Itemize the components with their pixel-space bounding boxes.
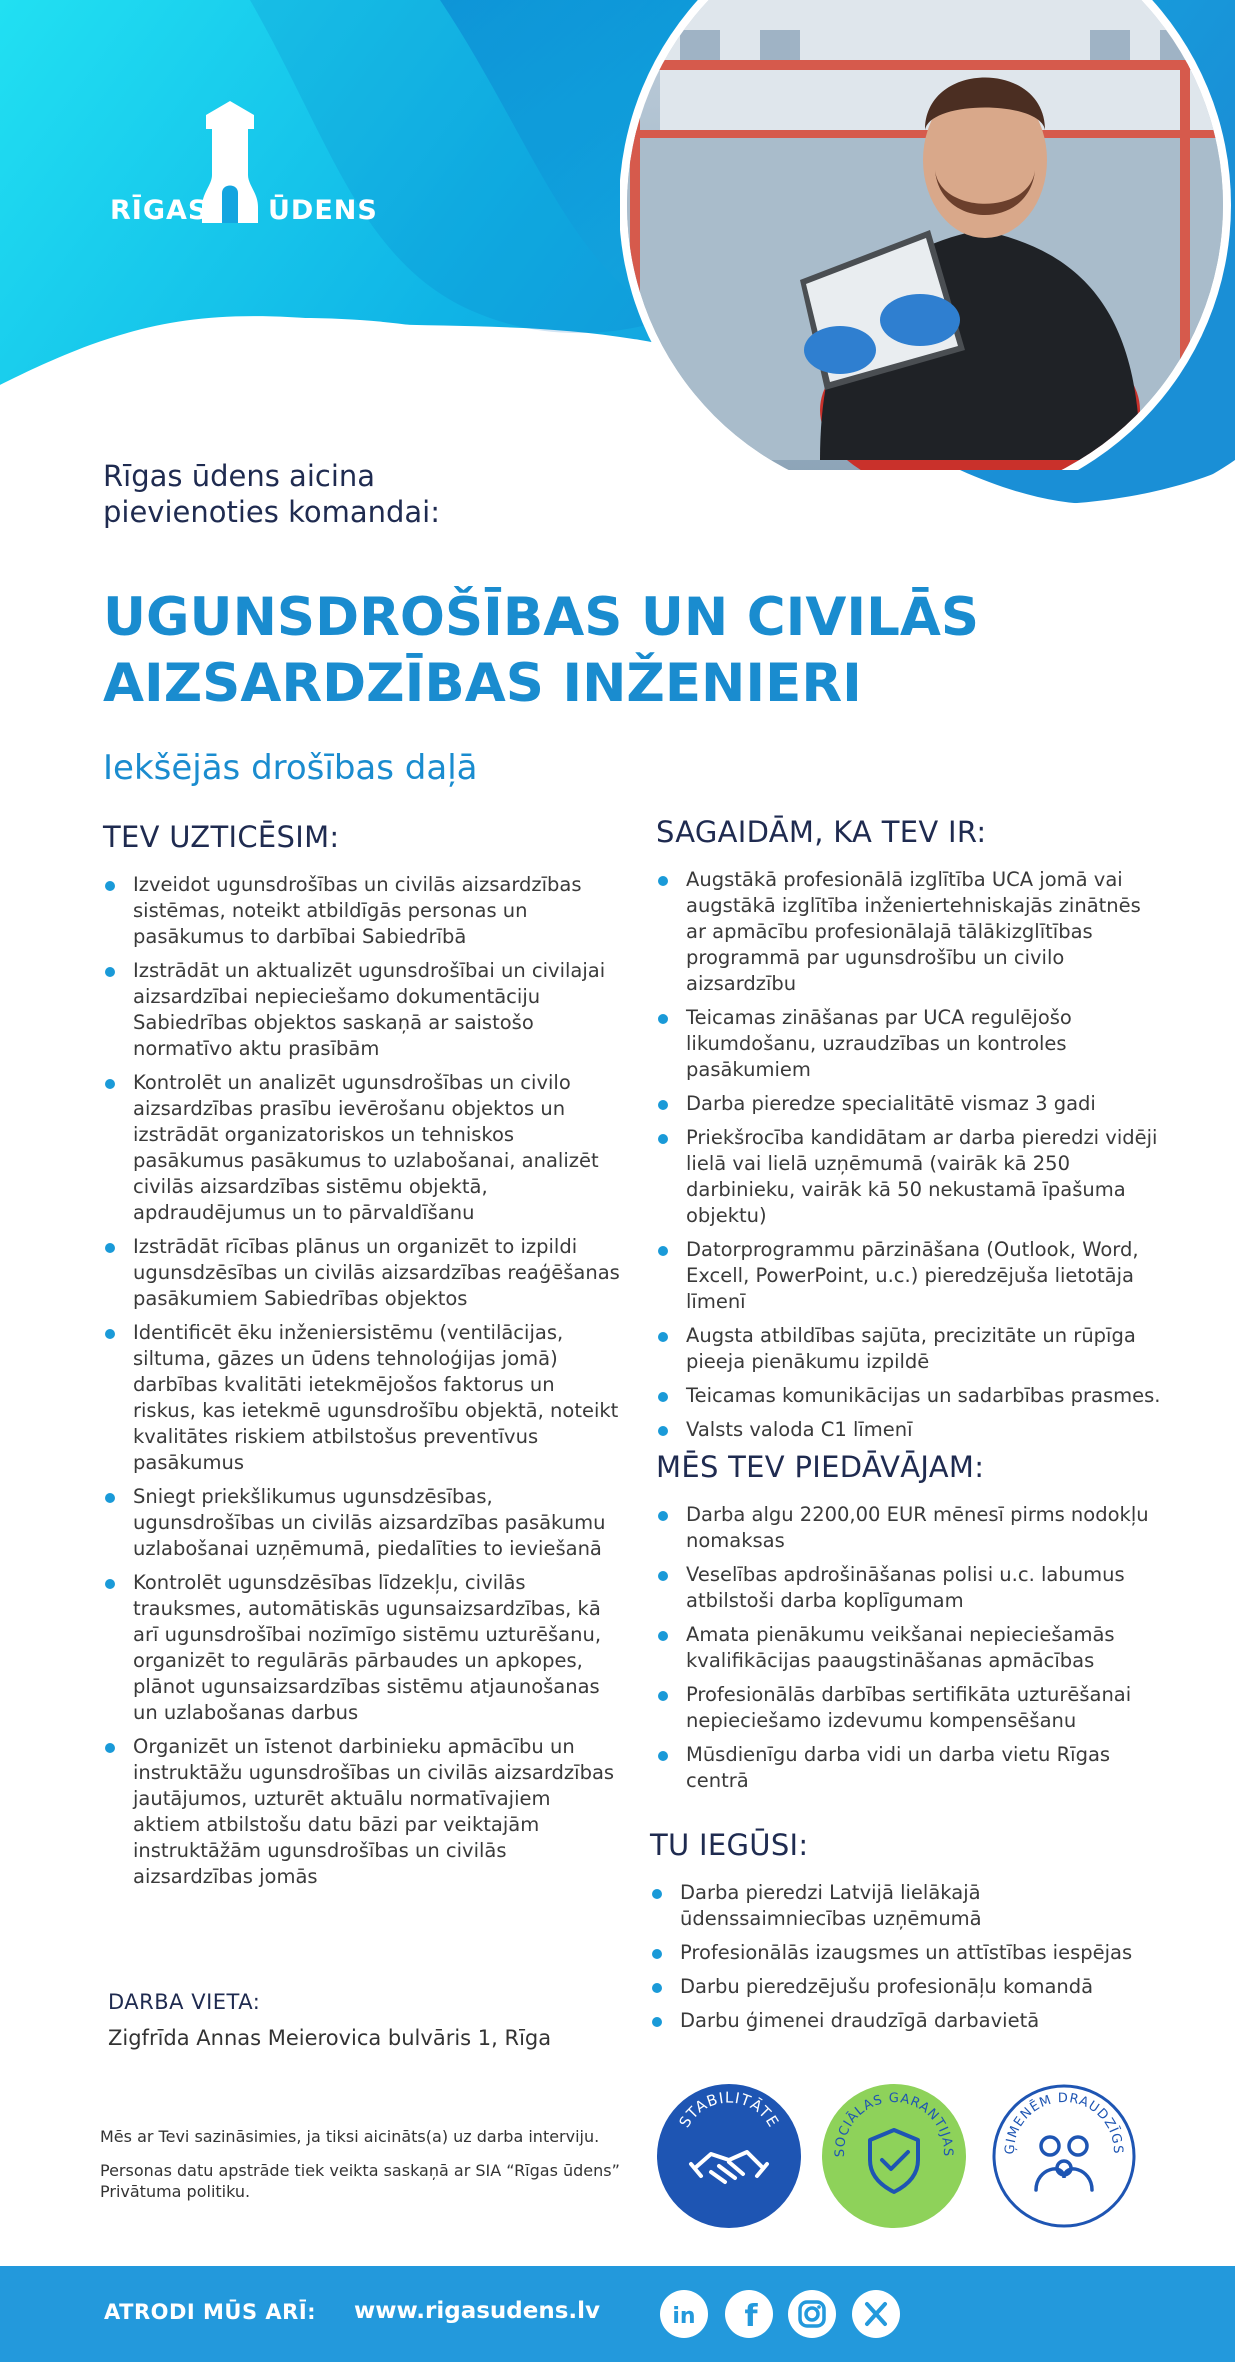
list-item-text: Darba pieredze specialitātē vismaz 3 gadi xyxy=(686,1092,1096,1115)
privacy-note: Personas datu apstrāde tiek veikta saskaņā ar SIA “Rīgas ūdens” Privātuma politiku. xyxy=(100,2161,620,2201)
list-item-text: Amata pienākumu veikšanai nepieciešamās kvalifikācijas paaugstināšanas apmācības xyxy=(686,1623,1115,1672)
list-item xyxy=(103,958,623,1062)
bullet-icon xyxy=(652,1949,662,1959)
logo-text-left: RĪGAS xyxy=(110,195,209,226)
list-item-text: Darba pieredzi Latvijā lielākajā ūdenssaimniecības uzņēmumā xyxy=(680,1881,982,1930)
requirements-section xyxy=(656,815,1166,1451)
list-item xyxy=(656,1562,1166,1614)
list-item xyxy=(656,1383,1166,1409)
list-item xyxy=(656,1622,1166,1674)
bullet-icon xyxy=(105,881,115,891)
list-item xyxy=(103,1570,623,1726)
list-item-text: Profesionālās izaugsmes un attīstības iespējas xyxy=(680,1941,1133,1964)
list-item-text: Kontrolēt un analizēt ugunsdrošības un civilo aizsardzības prasību ievērošanu objektos un izstrādāt organizatoriskos un tehniskos pasākumus pasākumus to uzlabošanai, analizēt civilās aizsardzības sistēmu objektā, apdraudējumus un to pārvaldīšanu xyxy=(133,1071,599,1224)
hero-banner xyxy=(0,0,1235,520)
svg-text:in: in xyxy=(672,2304,696,2329)
bullet-icon xyxy=(105,967,115,977)
intro-line-2: pievienoties komandai: xyxy=(103,495,440,529)
list-item-text: Datorprogrammu pārzināšana (Outlook, Word, Excell, PowerPoint, u.c.) pieredzējuša lietotāja līmenī xyxy=(686,1238,1139,1313)
list-item-text: Darbu ģimenei draudzīgā darbavietā xyxy=(680,2009,1040,2032)
job-title xyxy=(103,585,1103,717)
bullet-icon xyxy=(658,1332,668,1342)
company-logo xyxy=(108,95,378,235)
list-item xyxy=(656,1682,1166,1734)
bullet-icon xyxy=(658,1100,668,1110)
bullet-icon xyxy=(658,1751,668,1761)
facebook-icon[interactable] xyxy=(725,2290,773,2338)
list-item xyxy=(103,1484,623,1562)
bullet-icon xyxy=(652,1889,662,1899)
badge-family-label: ĢIMENĒM DRAUDZĪGS xyxy=(1002,2090,1126,2155)
bullet-icon xyxy=(658,1014,668,1024)
badge-stability xyxy=(655,2082,803,2230)
list-item xyxy=(650,1974,1170,2000)
bullet-icon xyxy=(658,1246,668,1256)
bullet-icon xyxy=(105,1493,115,1503)
list-item xyxy=(656,1091,1166,1117)
list-item-text: Kontrolēt ugunsdzēsības līdzekļu, civilās trauksmes, automātiskās ugunsaizsardzības, kā arī ugunsdrošībai nozīmīgo sistēmu uzturēšanu, organizēt to regulārās pārbaudes un apkopes, plānot ugunsaizsardzības sistēmu atjaunošanas un uzlabošanas darbus xyxy=(133,1571,602,1724)
bullet-icon xyxy=(658,1511,668,1521)
footer-label: ATRODI MŪS ARĪ: xyxy=(104,2300,317,2324)
bullet-icon xyxy=(658,1392,668,1402)
list-item xyxy=(656,1323,1166,1375)
workplace-address: Zigfrīda Annas Meierovica bulvāris 1, Rīga xyxy=(108,2026,552,2050)
list-item-text: Teicamas zināšanas par UCA regulējošo likumdošanu, uzraudzības un kontroles pasākumiem xyxy=(686,1006,1072,1081)
list-item xyxy=(656,1125,1166,1229)
bullet-icon xyxy=(658,876,668,886)
list-item xyxy=(103,1320,623,1476)
list-item-text: Izveidot ugunsdrošības un civilās aizsardzības sistēmas, noteikt atbildīgās personas un pasākumus to darbībai Sabiedrībā xyxy=(133,873,582,948)
bullet-icon xyxy=(658,1571,668,1581)
list-item xyxy=(103,1070,623,1226)
contact-note: Mēs ar Tevi sazināsimies, ja tiksi aicināts(a) uz darba interviju. xyxy=(100,2127,600,2146)
instagram-icon[interactable] xyxy=(788,2290,836,2338)
intro-line-1: Rīgas ūdens aicina xyxy=(103,459,376,493)
gain-list xyxy=(650,1880,1170,2034)
workplace-heading: DARBA VIETA: xyxy=(108,1990,261,2014)
department-subtitle: Iekšējās drošības daļā xyxy=(103,748,478,788)
bullet-icon xyxy=(658,1631,668,1641)
job-title-line-2: AIZSARDZĪBAS INŽENIERI xyxy=(103,653,862,714)
duties-heading: TEV UZTICĒSIM: xyxy=(103,820,340,854)
bullet-icon xyxy=(105,1579,115,1589)
bullet-icon xyxy=(105,1743,115,1753)
list-item-text: Veselības apdrošināšanas polisi u.c. labumus atbilstoši darba koplīgumam xyxy=(686,1563,1125,1612)
list-item xyxy=(656,1742,1166,1794)
list-item xyxy=(650,2008,1170,2034)
list-item-text: Darbu pieredzējušu profesionāļu komandā xyxy=(680,1975,1094,1998)
duties-section xyxy=(103,820,623,1898)
list-item-text: Izstrādāt rīcības plānus un organizēt to izpildi ugunsdzēsības un civilās aizsardzības reaģēšanas pasākumiem Sabiedrības objektos xyxy=(133,1235,620,1310)
list-item-text: Organizēt un īstenot darbinieku apmācību un instruktāžu ugunsdrošības un civilās aizsardzības jautājumos, uzturēt aktuālu normatīvajiem aktiem atbilstošu datu bāzi par veiktajām instruktāžām ugunsdrošības un civilās aizsardzības jomās xyxy=(133,1735,615,1888)
list-item-text: Mūsdienīgu darba vidi un darba vietu Rīgas centrā xyxy=(686,1743,1111,1792)
list-item xyxy=(103,1734,623,1890)
list-item-text: Izstrādāt un aktualizēt ugunsdrošībai un civilajai aizsardzībai nepieciešamo dokumentāciju Sabiedrības objektos saskaņā ar saistošo normatīvo aktu prasībām xyxy=(133,959,606,1060)
badge-social-label: SOCIĀLAS GARANTIJAS xyxy=(832,2090,956,2158)
list-item xyxy=(656,1502,1166,1554)
bullet-icon xyxy=(658,1134,668,1144)
badge-social-guarantees xyxy=(820,2082,968,2230)
bullet-icon xyxy=(658,1691,668,1701)
offer-list xyxy=(656,1502,1166,1794)
gain-heading: TU IEGŪSI: xyxy=(650,1828,809,1862)
list-item-text: Identificēt ēku inženiersistēmu (ventilācijas, siltuma, gāzes un ūdens tehnoloģijas jomā) darbības kvalitāti ietekmējošos faktorus un riskus, kas ietekmē ugunsdrošību objektā, noteikt kvalitātes riskiem atbilstošus preventīvus pasākumus xyxy=(133,1321,619,1474)
hero-photo xyxy=(620,0,1235,470)
list-item-text: Augstākā profesionālā izglītība UCA jomā vai augstākā izglītība inženiertehniskajās zinātnēs ar apmācību profesionālajā tālākizglītības programmā par ugunsdrošību un civilo aizsardzību xyxy=(686,868,1141,995)
bullet-icon xyxy=(658,1426,668,1436)
list-item xyxy=(650,1880,1170,1932)
bullet-icon xyxy=(105,1243,115,1253)
x-icon[interactable] xyxy=(852,2290,900,2338)
list-item-text: Profesionālās darbības sertifikāta uzturēšanai nepieciešamo izdevumu kompensēšanu xyxy=(686,1683,1132,1732)
bullet-icon xyxy=(652,2017,662,2027)
gain-section xyxy=(650,1828,1170,2042)
list-item xyxy=(656,1005,1166,1083)
list-item xyxy=(103,1234,623,1312)
list-item-text: Valsts valoda C1 līmenī xyxy=(686,1418,913,1441)
requirements-list xyxy=(656,867,1166,1443)
list-item-text: Darba algu 2200,00 EUR mēnesī pirms nodokļu nomaksas xyxy=(686,1503,1149,1552)
requirements-heading: SAGAIDĀM, KA TEV IR: xyxy=(656,815,987,849)
offer-section xyxy=(656,1450,1166,1802)
list-item-text: Priekšrocība kandidātam ar darba pieredzi vidēji lielā vai lielā uzņēmumā (vairāk kā 250 darbinieku, vairāk kā 50 nekustamā īpašuma objektu) xyxy=(686,1126,1158,1227)
offer-heading: MĒS TEV PIEDĀVĀJAM: xyxy=(656,1450,985,1484)
bullet-icon xyxy=(105,1329,115,1339)
svg-text:f: f xyxy=(744,2299,758,2334)
list-item xyxy=(656,1417,1166,1443)
footer-bar xyxy=(0,2266,1235,2362)
linkedin-icon[interactable] xyxy=(660,2290,708,2338)
job-title-line-1: UGUNSDROŠĪBAS UN CIVILĀS xyxy=(103,587,980,648)
list-item-text: Sniegt priekšlikumus ugunsdzēsības, ugunsdrošības un civilās aizsardzības pasākumu uzlabošanai uzņēmumā, piedalīties to ieviešanā xyxy=(133,1485,606,1560)
logo-text-right: ŪDENS xyxy=(268,195,378,226)
bullet-icon xyxy=(105,1079,115,1089)
list-item-text: Teicamas komunikācijas un sadarbības prasmes. xyxy=(686,1384,1161,1407)
list-item-text: Augsta atbildības sajūta, precizitāte un rūpīga pieeja pienākumu izpildē xyxy=(686,1324,1136,1373)
list-item xyxy=(650,1940,1170,1966)
list-item xyxy=(656,867,1166,997)
intro-text xyxy=(103,458,440,530)
list-item xyxy=(103,872,623,950)
bullet-icon xyxy=(652,1983,662,1993)
duties-list xyxy=(103,872,623,1890)
badge-stability-label: STABILITĀTE xyxy=(675,2088,783,2131)
badge-family-friendly xyxy=(990,2082,1138,2230)
website-link[interactable]: www.rigasudens.lv xyxy=(354,2298,601,2324)
list-item xyxy=(656,1237,1166,1315)
